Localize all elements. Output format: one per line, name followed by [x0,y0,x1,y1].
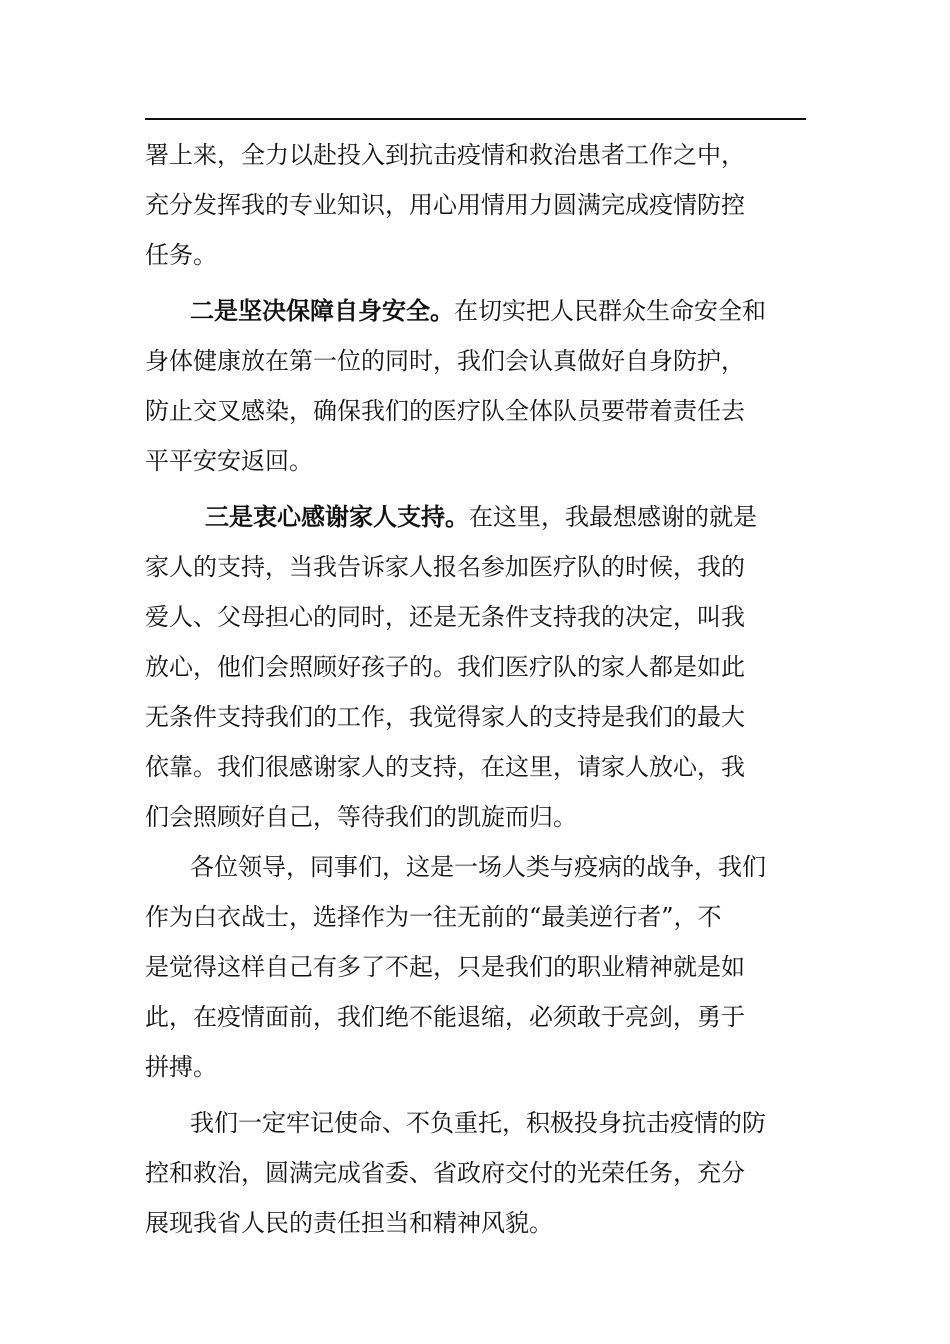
paragraph-2-heading: 二是坚决保障自身安全。 [190,296,454,325]
text-line: 防止交叉感染，确保我们的医疗队全体队员要带着责任去 [145,397,745,425]
text-line: 爱人、父母担心的同时，还是无条件支持我的决定，叫我 [145,603,745,631]
paragraph-3-heading: 三是衷心感谢家人支持。 [205,502,469,531]
text-line: 此，在疫情面前，我们绝不能退缩，必须敢于亮剑，勇于 [145,1003,745,1031]
text-line: 是觉得这样自己有多了不起，只是我们的职业精神就是如 [145,953,745,981]
text-line: 家人的支持，当我告诉家人报名参加医疗队的时候，我的 [145,553,745,581]
paragraph-3-text: 在这里，我最想感谢的就是 [469,503,757,531]
text-line: 控和救治，圆满完成省委、省政府交付的光荣任务，充分 [145,1159,745,1187]
paragraph-2-first-line [145,286,806,336]
text-line: 平平安安返回。 [145,447,313,475]
text-line: 身体健康放在第一位的同时，我们会认真做好自身防护， [145,347,745,375]
text-line: 署上来，全力以赴投入到抗击疫情和救治患者工作之中， [145,141,745,169]
text-line: 无条件支持我们的工作，我觉得家人的支持是我们的最大 [145,703,745,731]
header-rule [145,118,806,120]
text-line: 们会照顾好自己，等待我们的凯旋而归。 [145,803,577,831]
text-line: 放心，他们会照顾好孩子的。我们医疗队的家人都是如此 [145,653,745,681]
paragraph-5-first-line: 我们一定牢记使命、不负重托，积极投身抗击疫情的防 [190,1109,766,1137]
text-line: 充分发挥我的专业知识，用心用情用力圆满完成疫情防控 [145,191,745,219]
paragraph-2-text: 在切实把人民群众生命安全和 [454,297,766,325]
text-line: 依靠。我们很感谢家人的支持，在这里，请家人放心，我 [145,753,745,781]
paragraph-4-first-line: 各位领导，同事们，这是一场人类与疫病的战争，我们 [190,853,766,881]
text-line: 拼搏。 [145,1053,217,1081]
text-line: 展现我省人民的责任担当和精神风貌。 [145,1209,553,1237]
text-line: 作为白衣战士，选择作为一往无前的“最美逆行者”，不 [145,903,722,931]
paragraph-3-first-line [145,492,806,542]
text-line: 任务。 [145,241,217,269]
body-text [145,130,806,1248]
